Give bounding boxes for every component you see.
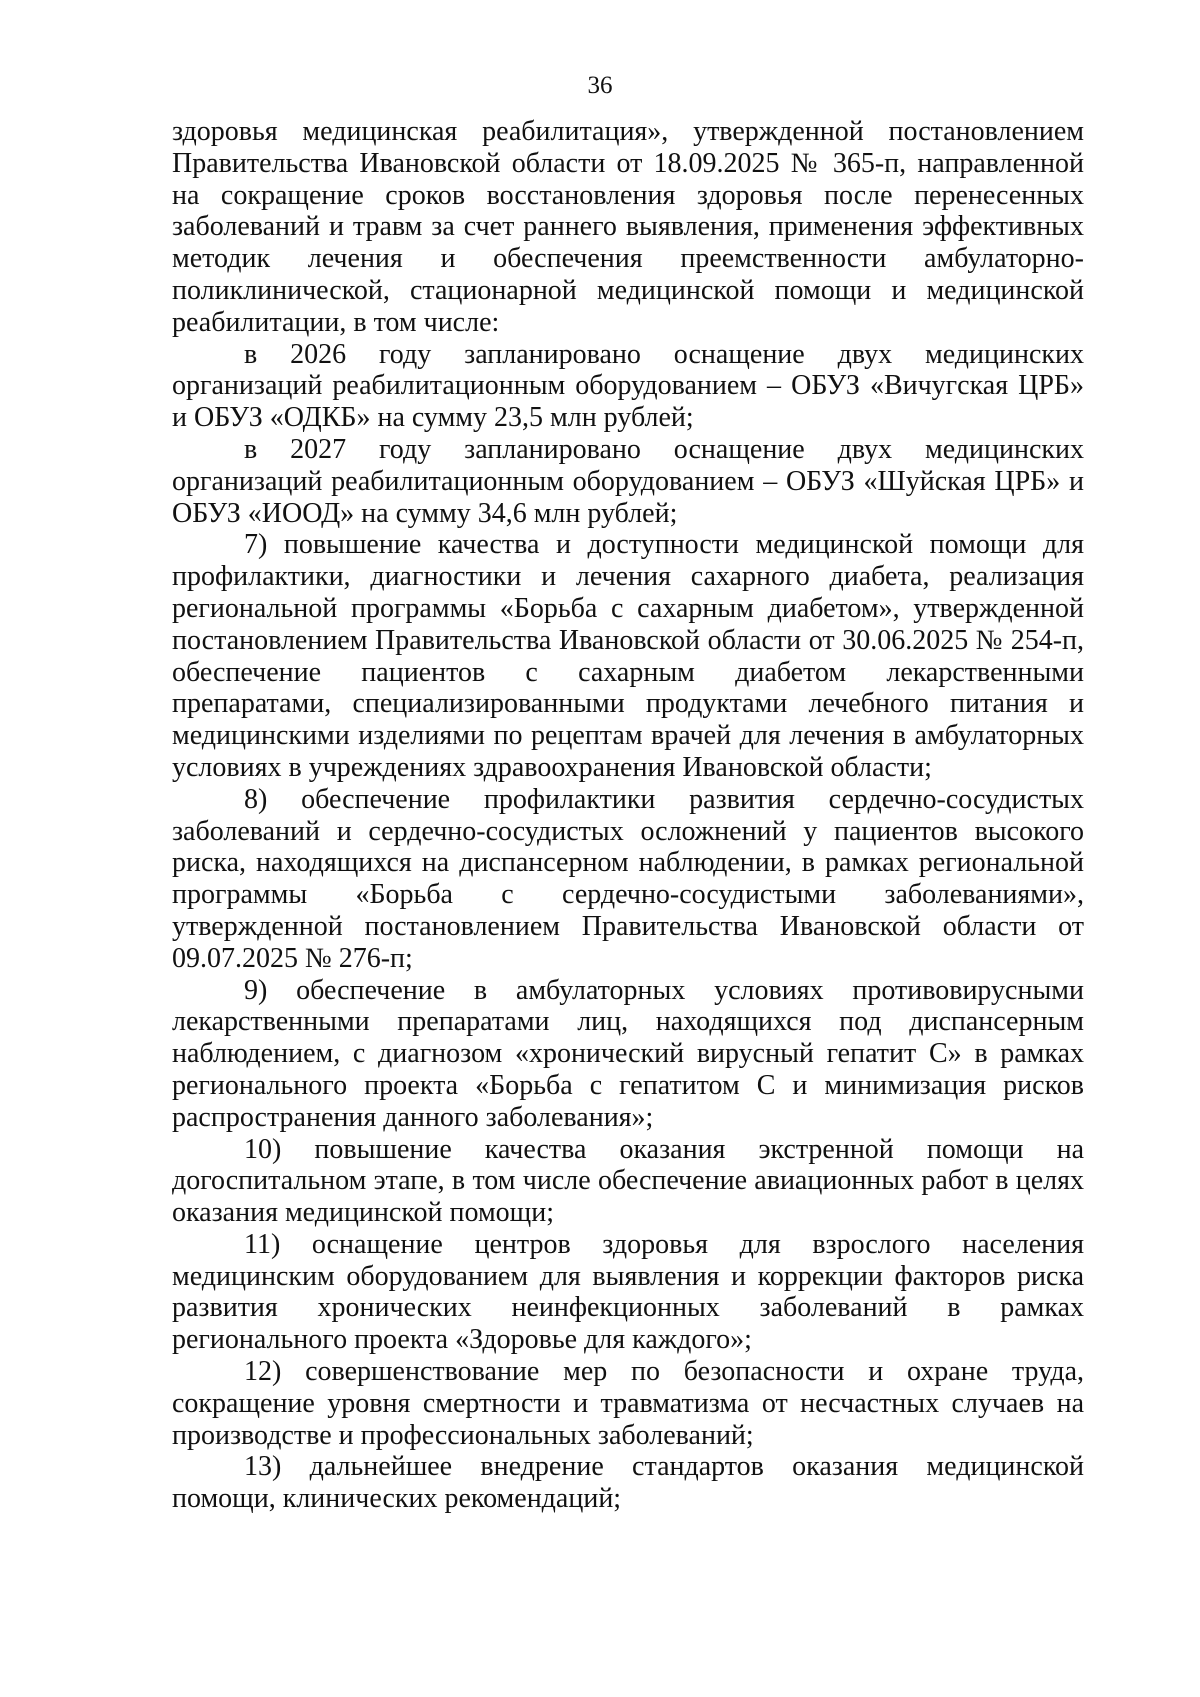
paragraph-continuation: здоровья медицинская реабилитация», утвержденной постановлением Правительства Ивановской области от 18.09.2025 № 365-п, направленной на сокращение сроков восстановления здоровья после перенесенных заболеваний и травм за счет раннего выявления, применения эффективных методик лечения и обеспечения преемственности амбулаторно-поликлинической, стационарной медицинской помощи и медицинской реабилитации, в том числе: [172,116,1084,338]
paragraph-item-8: 8) обеспечение профилактики развития сердечно-сосудистых заболеваний и сердечно-сосудистых осложнений у пациентов высокого риска, находящихся на диспансерном наблюдении, в рамках региональной программы «Борьба с сердечно-сосудистыми заболеваниями», утвержденной постановлением Правительства Ивановской области от 09.07.2025 № 276-п; [172,783,1084,974]
body-text [172,116,1084,1515]
paragraph-item-7: 7) повышение качества и доступности медицинской помощи для профилактики, диагностики и лечения сахарного диабета, реализация региональной программы «Борьба с сахарным диабетом», утвержденной постановлением Правительства Ивановской области от 30.06.2025 № 254-п, обеспечение пациентов с сахарным диабетом лекарственными препаратами, специализированными продуктами лечебного питания и медицинскими изделиями по рецептам врачей для лечения в амбулаторных условиях в учреждениях здравоохранения Ивановской области; [172,529,1084,783]
paragraph-item-10: 10) повышение качества оказания экстренной помощи на догоспитальном этапе, в том числе обеспечение авиационных работ в целях оказания медицинской помощи; [172,1133,1084,1229]
paragraph-item-9: 9) обеспечение в амбулаторных условиях противовирусными лекарственными препаратами лиц, находящихся под диспансерным наблюдением, с диагнозом «хронический вирусный гепатит С» в рамках регионального проекта «Борьба с гепатитом С и минимизация рисков распространения данного заболевания»; [172,974,1084,1133]
paragraph-item-12: 12) совершенствование мер по безопасности и охране труда, сокращение уровня смертности и травматизма от несчастных случаев на производстве и профессиональных заболеваний; [172,1356,1084,1451]
paragraph-2026-plan: в 2026 году запланировано оснащение двух медицинских организаций реабилитационным оборудованием – ОБУЗ «Вичугская ЦРБ» и ОБУЗ «ОДКБ» на сумму 23,5 млн рублей; [172,338,1084,434]
paragraph-2027-plan: в 2027 году запланировано оснащение двух медицинских организаций реабилитационным оборудованием – ОБУЗ «Шуйская ЦРБ» и ОБУЗ «ИООД» на сумму 34,6 млн рублей; [172,433,1084,529]
page-number: 36 [587,72,613,99]
paragraph-item-13: 13) дальнейшее внедрение стандартов оказания медицинской помощи, клинических рекомендаций; [172,1451,1084,1515]
paragraph-item-11: 11) оснащение центров здоровья для взрослого населения медицинским оборудованием для выявления и коррекции факторов риска развития хронических неинфекционных заболеваний в рамках регионального проекта «Здоровье для каждого»; [172,1228,1084,1356]
